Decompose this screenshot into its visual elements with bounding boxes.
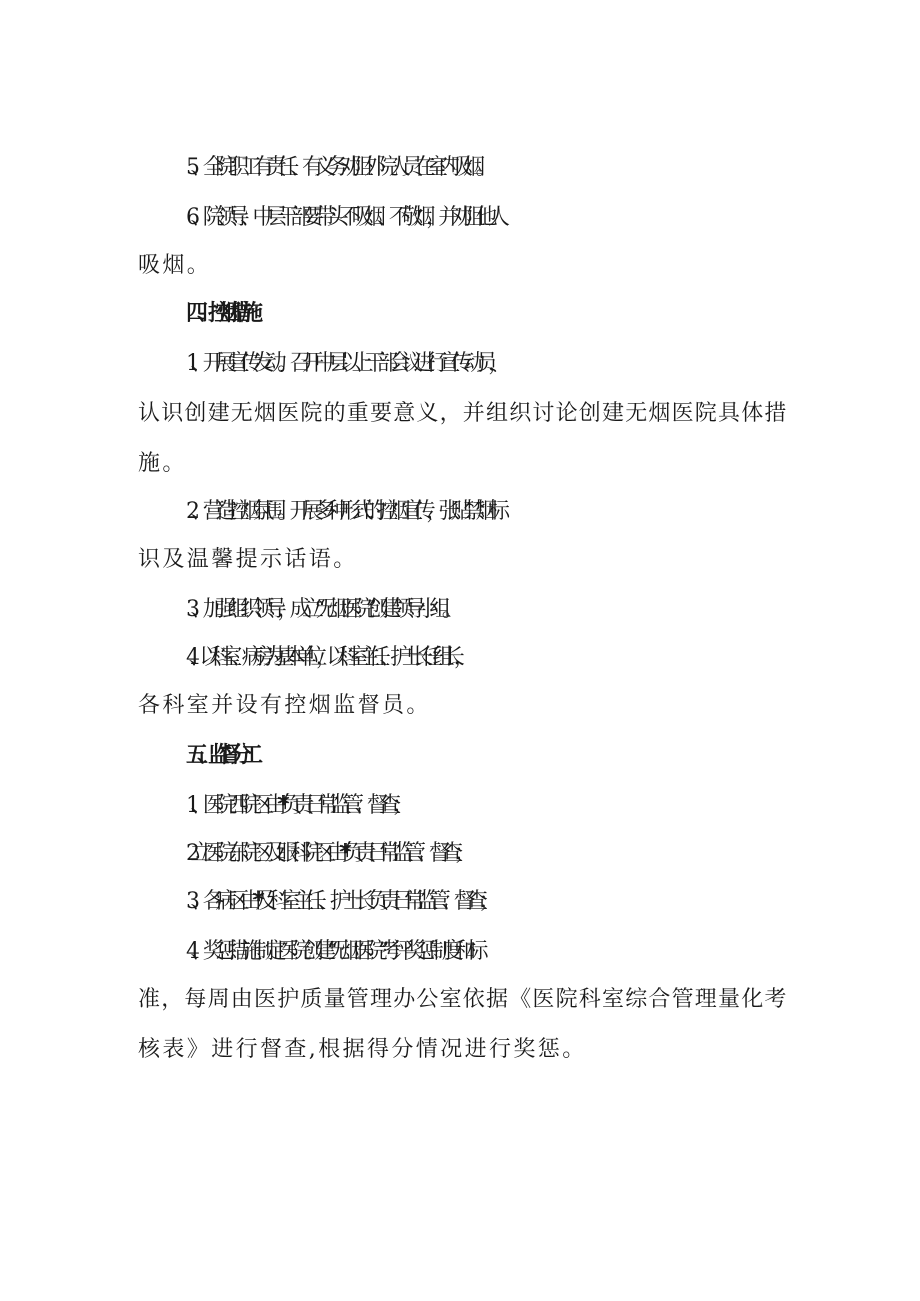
- measure-item-1: 1、开展宣传发动。召开中层以上干部会议进行宣传动员，: [186, 351, 501, 376]
- supervision-item-4-end: 核表》进行督查,根据得分情况进行奖惩。: [138, 1037, 587, 1062]
- rule-item-6-continued: 吸烟。: [138, 253, 212, 278]
- rule-item-5: 5、全院职工有责任、有义务劝阻外院人员在室内吸烟。: [186, 155, 488, 180]
- supervision-item-2: 2立医院东院区及眼科院区由**负责日常监管、督查；: [186, 841, 466, 866]
- rule-item-6: 6、院领导、中层干部要带头不吸烟、不敬烟，并劝阻他人: [186, 205, 501, 230]
- supervision-item-3: 3、各病区由**及科室主任、护士长负责日常监管、督查；: [186, 889, 491, 914]
- section-heading-control-measures: 四、控烟措施: [186, 301, 253, 326]
- measure-item-3: 3、加强组织领导，成立“无烟医院”创建领导小组。: [186, 597, 455, 622]
- measure-item-4-continued: 各科室并设有控烟监督员。: [138, 693, 431, 718]
- supervision-item-4-continued: 准，每周由医护质量管理办公室依据《医院科室综合管理量化考: [138, 987, 788, 1012]
- section-heading-supervision: 五、监督分工: [186, 743, 253, 768]
- measure-item-1-end: 施。: [138, 451, 187, 476]
- measure-item-2-continued: 识及温馨提示话语。: [138, 547, 358, 572]
- measure-item-4: 4、以科室、病房为基本单位，以科室主任、护士长任组长，: [186, 645, 465, 670]
- supervision-item-4: 4、奖惩措施制定医院创建“无烟医院”考评奖惩制度和标: [186, 939, 479, 964]
- measure-item-2: 2、营造控烟氛围。开展多种形式的控烟宣传，张贴禁烟标: [186, 499, 501, 524]
- measure-item-1-continued: 认识创建无烟医院的重要意义，并组织讨论创建无烟医院具体措: [138, 401, 788, 426]
- supervision-item-1: 1、医院西院区由**负责日常监管、督查；: [186, 793, 404, 818]
